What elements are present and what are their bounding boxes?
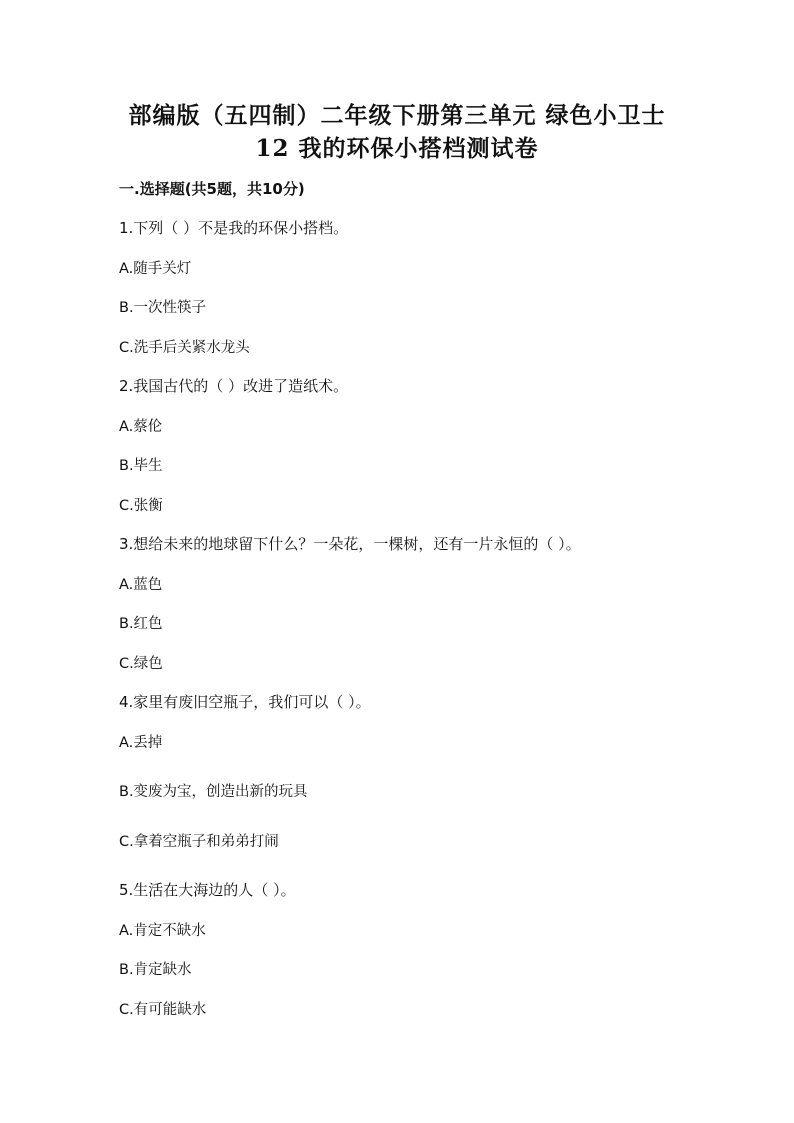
- section-header: 一.选择题(共5题，共10分): [119, 180, 305, 198]
- document-title-line2: 12 我的环保小搭档测试卷: [255, 135, 539, 162]
- question-5-option-b: B.肯定缺水: [119, 962, 192, 978]
- question-4-option-b: B.变废为宝，创造出新的玩具: [119, 784, 308, 800]
- question-2-stem: 2.我国古代的（ ）改进了造纸术。: [119, 377, 349, 395]
- question-5-option-c: C.有可能缺水: [119, 1002, 207, 1018]
- question-5-stem: 5.生活在大海边的人（ ）。: [119, 881, 296, 899]
- question-2-option-a: A.蔡伦: [119, 419, 163, 435]
- question-1-option-a: A.随手关灯: [119, 261, 192, 277]
- question-3-option-b: B.红色: [119, 616, 163, 632]
- question-1-stem: 1.下列（ ）不是我的环保小搭档。: [119, 219, 349, 237]
- question-5-option-a: A.肯定不缺水: [119, 923, 206, 939]
- question-1-option-c: C.洗手后关紧水龙头: [119, 340, 250, 356]
- question-3-option-a: A.蓝色: [119, 577, 163, 593]
- question-2-option-b: B.毕生: [119, 458, 163, 474]
- question-2-option-c: C.张衡: [119, 498, 163, 514]
- document-title-line1: 部编版（五四制）二年级下册第三单元 绿色小卫士: [128, 102, 666, 129]
- question-3-stem: 3.想给未来的地球留下什么？一朵花，一棵树，还有一片永恒的（ ）。: [119, 535, 581, 553]
- question-3-option-c: C.绿色: [119, 656, 163, 672]
- question-4-option-c: C.拿着空瓶子和弟弟打闹: [119, 834, 279, 850]
- question-4-stem: 4.家里有废旧空瓶子，我们可以（ ）。: [119, 693, 371, 711]
- question-1-option-b: B.一次性筷子: [119, 300, 207, 316]
- question-4-option-a: A.丢掉: [119, 735, 163, 751]
